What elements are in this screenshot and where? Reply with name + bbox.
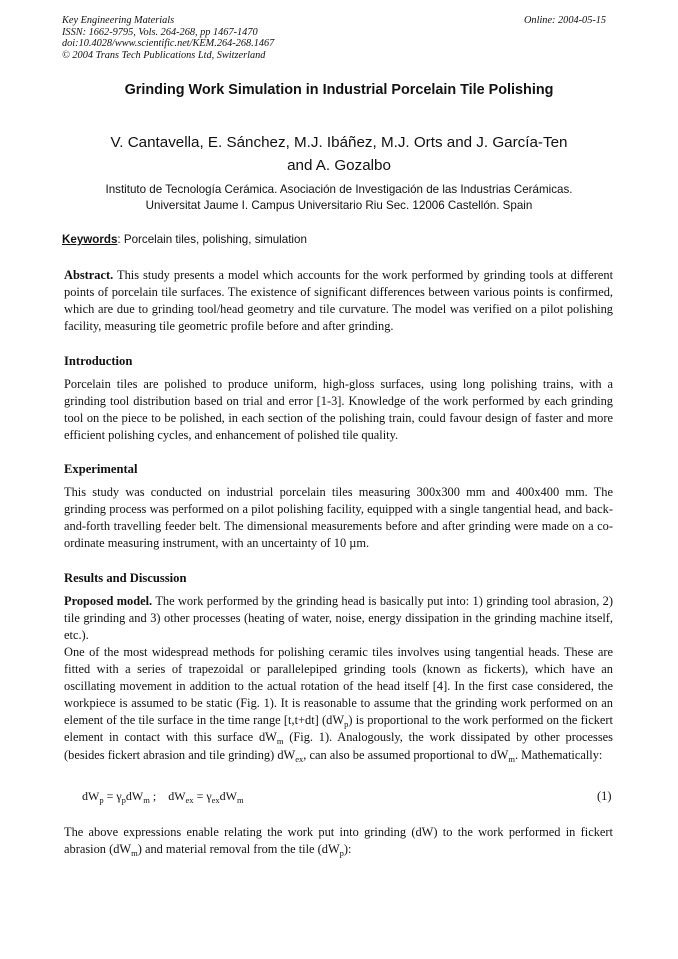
- keywords: [62, 232, 307, 248]
- keywords-label: Keywords: [62, 233, 118, 246]
- para2-text-2: ) is proportional to the work performed on the fickert element in contact with this surface dW: [64, 713, 613, 745]
- para2-sub-1: p: [344, 719, 349, 730]
- affiliation: [50, 182, 628, 214]
- para2-text-3: (Fig. 1). Analogously, the work dissipated by other processes (besides fickert abrasion and tile grinding) dW: [64, 730, 613, 762]
- equation-number: (1): [597, 789, 612, 803]
- authors-line-1: V. Cantavella, E. Sánchez, M.J. Ibáñez, M.J. Orts and J. García-Ten: [110, 134, 568, 151]
- para2-text-5: . Mathematically:: [514, 747, 603, 762]
- abstract-label: Abstract.: [64, 268, 114, 282]
- experimental-text: This study was conducted on industrial porcelain tiles measuring 300x300 mm and 400x400 mm. The grinding process was performed on a pilot polishing facility, equipped with a single tangential head, and back-and-forth travelling feeder belt. The dimensional measurements before and after grinding were made on a co-ordinate measuring instrument, with an uncertainty of 10 µm.: [64, 485, 613, 551]
- affiliation-line-1: Instituto de Tecnología Cerámica. Asociación de Investigación de las Industrias Cerámicas.: [105, 183, 573, 196]
- journal-name: Key Engineering Materials: [62, 15, 175, 26]
- doi-line[interactable]: doi:10.4028/www.scientific.net/KEM.264-268.1467: [62, 38, 275, 49]
- abstract-text: This study presents a model which accounts for the work performed by grinding tools at different points of porcelain tile surfaces. The existence of significant differences between various points is confirmed, which are due to grinding tool/head geometry and tile curvature. The model was verified on a pilot polishing facility, measuring tile geometric profile before and after grinding.: [64, 268, 614, 334]
- copyright-line: © 2004 Trans Tech Publications Ltd, Switzerland: [62, 49, 266, 61]
- abstract: [64, 267, 613, 335]
- introduction-heading: Introduction: [64, 354, 133, 368]
- para3-sub-1: m: [131, 848, 138, 859]
- eq-sub-c: m: [143, 795, 150, 805]
- introduction-text: Porcelain tiles are polished to produce uniform, high-gloss surfaces, using long polishing trains, with a grinding tool distribution based on trial and error [1-3]. Knowledge of the work performed by each grinding tool on the piece to be polished, in each section of the polishing train, could favour design of faster and more efficient polishing cycles, and enhancement of polished tile quality.: [64, 377, 613, 443]
- proposed-model-label: Proposed model.: [64, 594, 153, 608]
- eq-sub-e: ex: [211, 795, 220, 805]
- para2-sub-4: m: [508, 753, 515, 764]
- keywords-colon: :: [117, 233, 124, 246]
- eq-part-c: dW: [125, 789, 144, 803]
- eq-sub-b: p: [121, 795, 126, 805]
- journal-header: [62, 15, 274, 61]
- grinding-work-paragraph: [64, 824, 613, 858]
- author-list: [62, 131, 616, 177]
- tangential-heads-paragraph: [64, 644, 613, 764]
- eq-part-a: dW: [82, 789, 100, 803]
- para3-text-1: The above expressions enable relating the work put into grinding (dW) to the work performed in fickert abrasion (dW: [64, 825, 613, 857]
- eq-part-e: = γ: [193, 789, 212, 803]
- eq-part-d: ; dW: [149, 789, 186, 803]
- para3-text-3: ):: [343, 842, 352, 857]
- para2-text-4: , can also be assumed proportional to dW: [303, 747, 509, 762]
- online-date: Online: 2004-05-15: [524, 15, 607, 26]
- proposed-model-paragraph: [64, 593, 613, 644]
- eq-part-b: = γ: [103, 789, 122, 803]
- eq-sub-a: p: [99, 795, 104, 805]
- keywords-text: Porcelain tiles, polishing, simulation: [123, 233, 307, 246]
- para3-text-2: ) and material removal from the tile (dW: [137, 842, 340, 857]
- eq-sub-f: m: [237, 795, 244, 805]
- issn-line: ISSN: 1662-9795, Vols. 264-268, pp 1467-1470: [62, 26, 258, 38]
- para2-sub-3: ex: [295, 753, 304, 764]
- eq-part-f: dW: [219, 789, 237, 803]
- para2-sub-2: m: [276, 736, 284, 747]
- equation-1: [82, 788, 244, 805]
- affiliation-line-2: Universitat Jaume I. Campus Universitario Riu Sec. 12006 Castellón. Spain: [145, 199, 533, 212]
- experimental-heading: Experimental: [64, 462, 138, 476]
- eq-sub-d: ex: [185, 795, 194, 805]
- authors-line-2: and A. Gozalbo: [287, 157, 391, 174]
- results-heading: Results and Discussion: [64, 571, 187, 585]
- proposed-model-text: The work performed by the grinding head is basically put into: 1) grinding tool abrasion, 2) tile grinding and 3) other processes (heating of water, noise, energy dissipation in the grinding machine itself, etc.).: [64, 594, 613, 643]
- para3-sub-2: p: [339, 848, 344, 859]
- para2-text-1: One of the most widespread methods for polishing ceramic tiles involves using tangential heads. These are fitted with a series of trapezoidal or parallelepiped grinding tools (known as fickerts), which have an oscillating movement in addition to the actual rotation of the head itself [4]. In the first case considered, the workpiece is assumed to be static (Fig. 1). It is reasonable to assume that the grinding work performed on an element of the tile surface in the time range [t,t+dt] (dW: [64, 645, 613, 728]
- paper-title: Grinding Work Simulation in Industrial Porcelain Tile Polishing: [124, 82, 554, 98]
